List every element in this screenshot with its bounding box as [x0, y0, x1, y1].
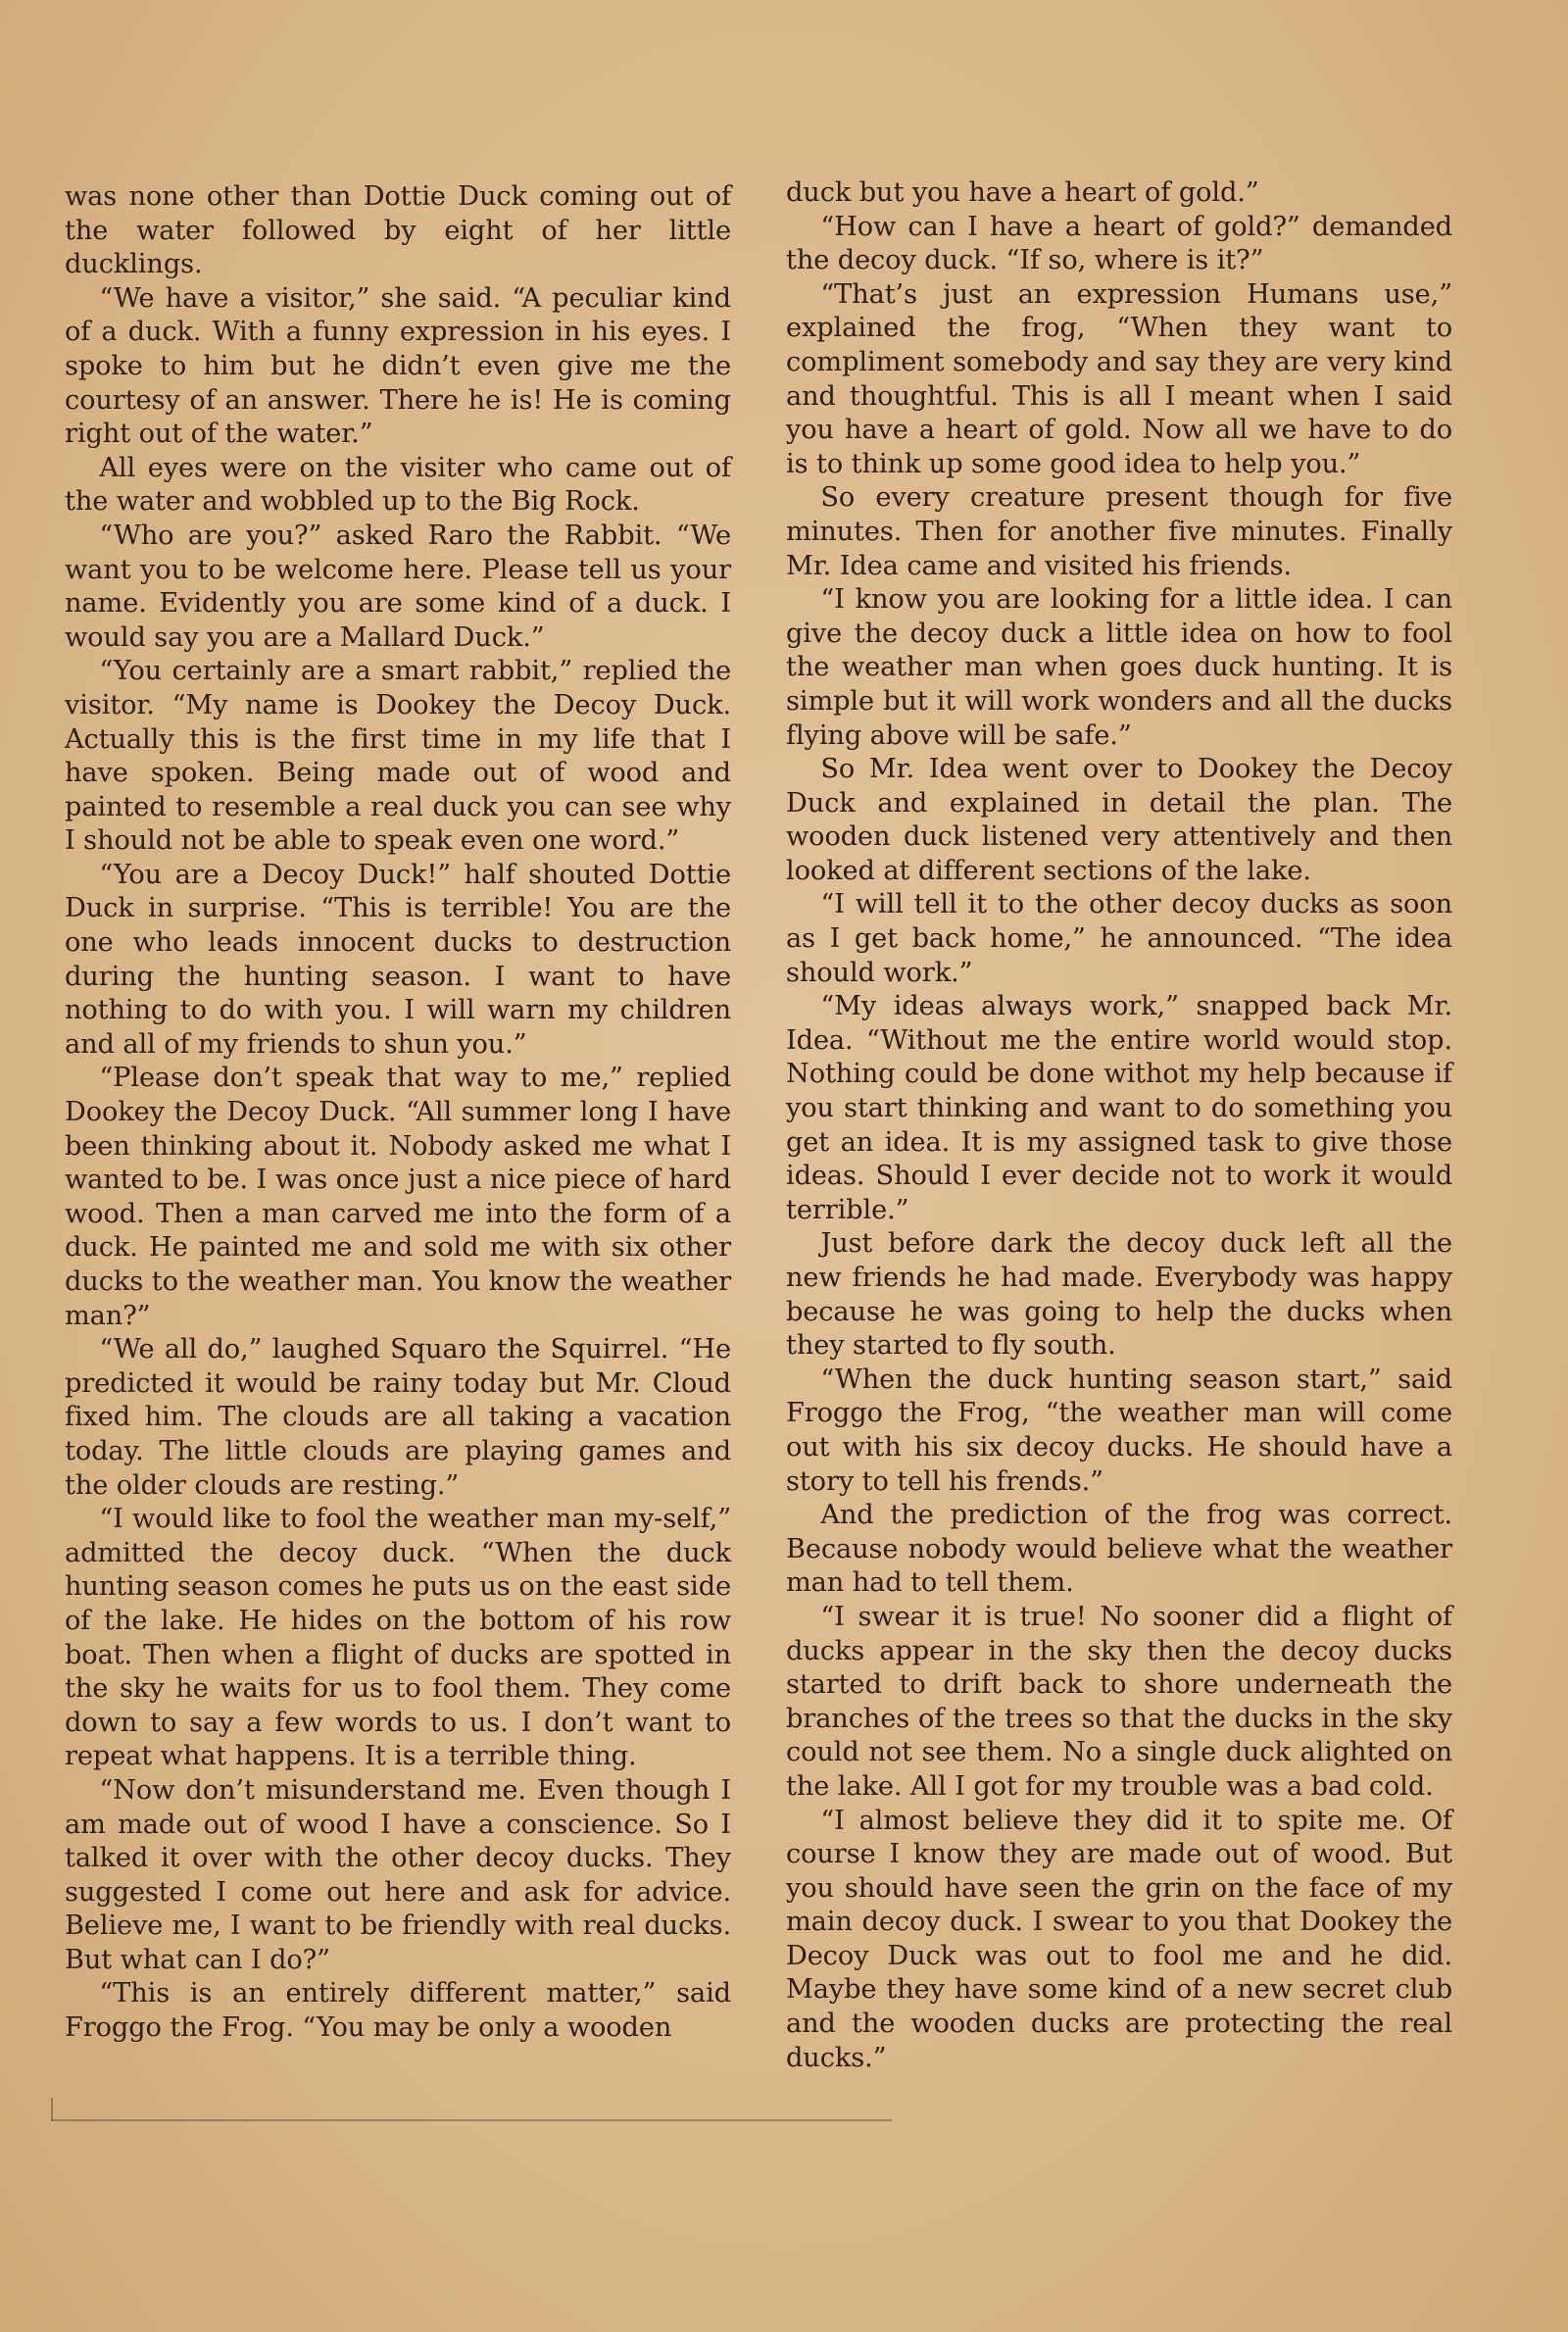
- paragraph: So every creature present though for five minutes. Then for another five minutes. Finally Mr. Idea came and visited his friends.: [786, 482, 1452, 581]
- paragraph: All eyes were on the visiter who came out of the water and wobbled up to the Big Rock.: [65, 452, 731, 518]
- paragraph: “Please don’t speak that way to me,” replied Dookey the Decoy Duck. “All summer long I have been thinking about it. Nobody asked me what I wanted to be. I was once just a nice piece of hard wood. Then a man carved me into the form of a duck. He painted me and sold me with six other ducks to the weather man. You know the weather man?”: [65, 1063, 731, 1331]
- paragraph: duck but you have a heart of gold.”: [786, 177, 1259, 208]
- paragraph: “We all do,” laughed Squaro the Squirrel. “He predicted it would be rainy today but Mr. Cloud fixed him. The clouds are all taking a vacation today. The little clouds are playing games and the older clouds are resting.”: [65, 1334, 731, 1501]
- paragraph: “I will tell it to the other decoy ducks as soon as I get back home,” he announced. “The idea should work.”: [786, 889, 1452, 988]
- paragraph: “You are a Decoy Duck!” half shouted Dottie Duck in surprise. “This is terrible! You are the one who leads innocent ducks to destruction during the hunting season. I want to have nothing to do with you. I will warn my children and all of my friends to shun you.”: [65, 859, 731, 1060]
- paragraph: So Mr. Idea went over to Dookey the Decoy Duck and explained in detail the plan. The wooden duck listened very attentively and then looked at different sections of the lake.: [786, 754, 1452, 886]
- paragraph: “Now don’t misunderstand me. Even though I am made out of wood I have a conscience. So I talked it over with the other decoy ducks. They suggested I come out here and ask for advice. Believe me, I want to be friendly with real ducks. But what can I do?”: [65, 1774, 731, 1975]
- paragraph: “That’s just an expression Humans use,” explained the frog, “When they want to compliment somebody and say they are very kind and thoughtful. This is all I meant when I said you have a heart of gold. Now all we have to do is to think up some good idea to help you.”: [786, 278, 1452, 479]
- paragraph: “When the duck hunting season start,” said Froggo the Frog, “the weather man will come out with his six decoy ducks. He should have a story to tell his frends.”: [786, 1364, 1452, 1497]
- paragraph: And the prediction of the frog was correct. Because nobody would believe what the weather man had to tell them.: [786, 1500, 1452, 1599]
- paragraph: “My ideas always work,” snapped back Mr. Idea. “Without me the entire world would stop. Nothing could be done withot my help because if you start thinking and want to do something you get an idea. It is my assigned task to give those ideas. Should I ever decide not to work it would terrible.”: [786, 991, 1452, 1225]
- paragraph: “We have a visitor,” she said. “A peculiar kind of a duck. With a funny expression in his eyes. I spoke to him but he didn’t even give me the courtesy of an answer. There he is! He is coming right out of the water.”: [65, 282, 731, 450]
- paragraph: “I would like to fool the weather man my-self,” admitted the decoy duck. “When the duck hunting season comes he puts us on the east side of the lake. He hides on the bottom of his row boat. Then when a flight of ducks are spotted in the sky he waits for us to fool them. They come down to say a few words to us. I don’t want to repeat what happens. It is a terrible thing.: [65, 1504, 731, 1772]
- paragraph: was none other than Dottie Duck coming out of the water followed by eight of her little ducklings.: [65, 181, 731, 280]
- paragraph: “Who are you?” asked Raro the Rabbit. “We want you to be welcome here. Please tell us your name. Evidently you are some kind of a duck. I would say you are a Mallard Duck.”: [65, 520, 731, 653]
- paragraph: “How can I have a heart of gold?” demanded the decoy duck. “If so, where is it?”: [786, 211, 1452, 276]
- paragraph: Just before dark the decoy duck left all the new friends he had made. Everybody was happy because he was going to help the ducks when they started to fly south.: [786, 1228, 1452, 1362]
- paragraph: “I almost believe they did it to spite me. Of course I know they are made out of wood. But you should have seen the grin on the face of my main decoy duck. I swear to you that Dookey the Decoy Duck was out to fool me and he did. Maybe they have some kind of a new secret club and the wooden ducks are protecting the real ducks.”: [786, 1805, 1452, 2073]
- paragraph: “You certainly are a smart rabbit,” replied the visitor. “My name is Dookey the Decoy Duck. Actually this is the first time in my life that I have spoken. Being made out of wood and painted to resemble a real duck you can see why I should not be able to speak even one word.”: [65, 656, 731, 857]
- bottom-rule-divider: [51, 2119, 892, 2121]
- paragraph: “This is an entirely different matter,” said Froggo the Frog. “You may be only a wooden: [65, 1978, 731, 2044]
- paragraph: “I know you are looking for a little idea. I can give the decoy duck a little idea on how to fool the weather man when goes duck hunting. It is simple but it will work wonders and all the ducks flying above will be safe.”: [786, 584, 1452, 751]
- paragraph: “I swear it is true! No sooner did a flight of ducks appear in the sky then the decoy ducks started to drift back to shore underneath the branches of the trees so that the ducks in the sky could not see them. No a single duck alighted on the lake. All I got for my trouble was a bad cold.: [786, 1601, 1452, 1802]
- right-text-column: [786, 176, 1452, 2075]
- left-text-column: [65, 180, 731, 2046]
- corner-tick-divider: [51, 2098, 53, 2121]
